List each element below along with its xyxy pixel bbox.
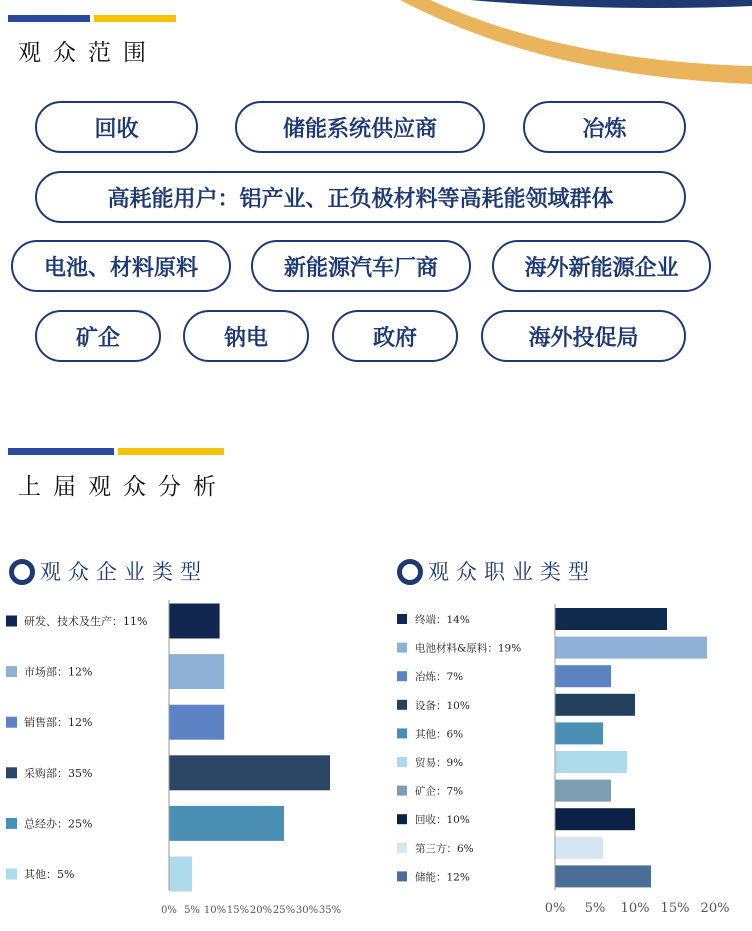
section2-title: 上届观众分析 xyxy=(18,474,228,500)
section2-accent-blue xyxy=(8,448,114,455)
tag-recycling: 回收 xyxy=(35,101,198,153)
chart2-legend-swatch xyxy=(397,728,407,738)
tag-government: 政府 xyxy=(332,310,458,362)
chart1-bar xyxy=(169,654,224,689)
chart1-legend-label: 研发、技术及生产：11% xyxy=(24,615,148,628)
chart2-legend-swatch xyxy=(397,700,407,710)
enterprise-type-chart xyxy=(0,590,370,920)
occupation-type-chart xyxy=(380,590,752,920)
chart2-legend-swatch xyxy=(397,814,407,824)
tag-battery-materials: 电池、材料原料 xyxy=(11,240,231,292)
chart1-legend-swatch xyxy=(6,767,17,778)
tag-overseas-investment: 海外投促局 xyxy=(481,310,686,362)
tag-smelting: 冶炼 xyxy=(523,101,686,153)
chart1-legend-swatch xyxy=(6,717,17,728)
chart2-x-tick-label: 10% xyxy=(620,901,650,916)
chart2-bar xyxy=(555,837,603,859)
chart2-legend-swatch xyxy=(397,757,407,767)
chart1-bar xyxy=(169,857,192,892)
chart2-legend-label: 第三方：6% xyxy=(415,842,474,855)
tag-nev-makers: 新能源汽车厂商 xyxy=(251,240,471,292)
section1-title: 观众范围 xyxy=(18,40,158,66)
chart1-x-tick-label: 0% xyxy=(161,905,177,916)
chart2-bar xyxy=(555,694,635,716)
chart1-legend-label: 其他：5% xyxy=(24,868,75,881)
chart2-legend-swatch xyxy=(397,643,407,653)
chart1-x-tick-label: 35% xyxy=(318,905,342,916)
tag-mining: 矿企 xyxy=(35,310,161,362)
chart1-x-tick-label: 25% xyxy=(272,905,296,916)
chart2-legend-label: 电池材料&原料：19% xyxy=(415,642,522,655)
chart1-ring-icon xyxy=(9,559,35,585)
chart2-legend-swatch xyxy=(397,843,407,853)
chart1-x-tick-label: 5% xyxy=(184,905,200,916)
chart1-bar xyxy=(169,806,284,841)
chart2-bar xyxy=(555,637,707,659)
chart2-legend-label: 贸易：9% xyxy=(415,757,464,769)
chart2-x-tick-label: 0% xyxy=(544,901,566,916)
chart2-legend-swatch xyxy=(397,671,407,681)
chart2-title: 观众职业类型 xyxy=(428,560,596,584)
chart1-bar xyxy=(169,604,220,639)
chart2-legend-label: 矿企：7% xyxy=(415,785,464,798)
chart1-legend-swatch xyxy=(6,616,17,627)
section2-accent-gold xyxy=(118,448,224,455)
tag-storage-supplier: 储能系统供应商 xyxy=(235,101,485,153)
chart2-bar xyxy=(555,722,603,744)
chart1-x-tick-label: 10% xyxy=(203,905,227,916)
chart1-legend-label: 市场部：12% xyxy=(24,665,93,679)
chart1-x-tick-label: 15% xyxy=(226,905,250,916)
chart1-legend-swatch xyxy=(6,818,17,829)
chart1-bar xyxy=(169,705,224,740)
section1-accent-gold xyxy=(94,15,176,22)
chart2-x-tick-label: 5% xyxy=(584,901,606,916)
chart2-legend-label: 冶炼：7% xyxy=(415,671,464,684)
chart1-x-tick-label: 30% xyxy=(295,905,319,916)
chart1-bar xyxy=(169,755,330,790)
chart2-legend-label: 设备：10% xyxy=(415,699,470,712)
chart2-legend-swatch xyxy=(397,871,407,881)
chart1-legend-label: 采购部：35% xyxy=(24,766,93,780)
chart2-bar xyxy=(555,608,667,630)
chart2-legend-label: 储能：12% xyxy=(415,871,470,884)
chart2-bar xyxy=(555,751,627,773)
chart1-legend-swatch xyxy=(6,869,17,880)
chart2-legend-label: 其他：6% xyxy=(415,728,464,741)
chart1-title: 观众企业类型 xyxy=(40,560,208,584)
chart2-legend-label: 终端：14% xyxy=(415,614,470,626)
chart2-bar xyxy=(555,780,611,802)
chart2-ring-icon xyxy=(397,559,423,585)
chart2-bar xyxy=(555,665,611,687)
chart2-x-tick-label: 20% xyxy=(700,901,730,916)
chart1-legend-label: 总经办：25% xyxy=(24,817,93,831)
chart2-legend-swatch xyxy=(397,614,407,624)
tag-sodium-battery: 钠电 xyxy=(183,310,309,362)
chart1-legend-label: 销售部：12% xyxy=(24,716,93,730)
chart2-bar xyxy=(555,808,635,830)
section1-accent-blue xyxy=(8,15,90,22)
chart1-x-tick-label: 20% xyxy=(249,905,273,916)
chart1-legend-swatch xyxy=(6,666,17,677)
chart2-bar xyxy=(555,865,651,887)
chart2-x-tick-label: 15% xyxy=(660,901,690,916)
chart2-legend-swatch xyxy=(397,786,407,796)
tag-overseas-new-energy: 海外新能源企业 xyxy=(492,240,711,292)
chart2-legend-label: 回收：10% xyxy=(415,814,470,827)
tag-high-energy-users: 高耗能用户：铝产业、正负极材料等高耗能领域群体 xyxy=(35,171,686,223)
